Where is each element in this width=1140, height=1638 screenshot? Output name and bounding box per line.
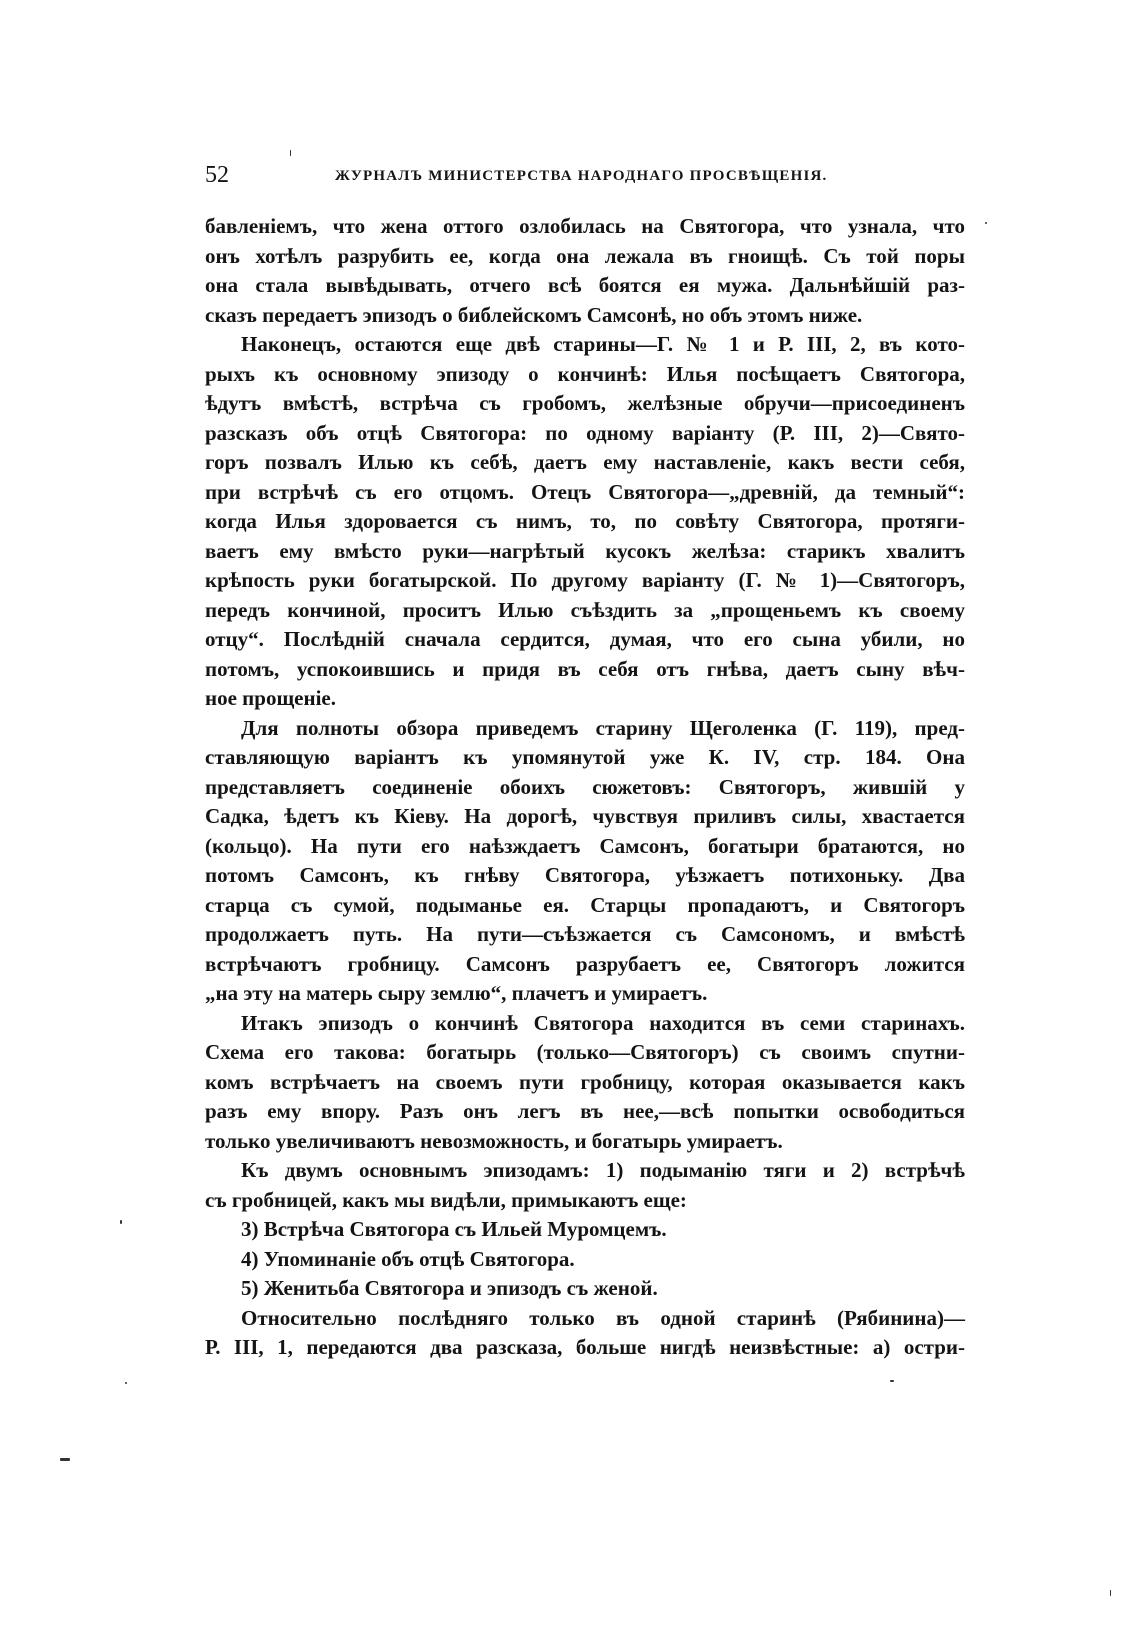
scan-speck <box>890 1380 894 1382</box>
scan-speck <box>1110 1590 1111 1596</box>
text-line: рыхъ къ основному эпизоду о кончинѣ: Илья посѣщаетъ Святогора, <box>205 361 965 386</box>
text-line: ставляющую варіантъ къ упомянутой уже К. IV, стр. 184. Она <box>205 745 965 769</box>
text-line: бавленіемъ, что жена оттого озлобилась на Святогора, что узнала, что <box>205 214 965 238</box>
text-line: старца съ сумой, подыманье ея. Старцы пропадаютъ, и Святогоръ <box>205 892 965 917</box>
scan-speck <box>60 1458 70 1461</box>
text-line: съ гробницей, какъ мы видѣли, примыкаютъ еще: <box>205 1187 687 1212</box>
page-number: 52 <box>205 162 229 188</box>
text-line: разсказъ объ отцѣ Святогора: по одному варіанту (Р. III, 2)—Свято- <box>205 420 965 445</box>
text-line: ваетъ ему вмѣсто руки—нагрѣтый кусокъ желѣза: старикъ хвалитъ <box>205 538 965 563</box>
list-item: 3) Встрѣча Святогора съ Ильей Муромцемъ. <box>241 1217 667 1241</box>
text-line: потомъ Самсонъ, къ гнѣву Святогора, уѣзжаетъ потихоньку. Два <box>205 863 965 887</box>
text-line: горъ позвалъ Илью къ себѣ, даетъ ему наставленіе, какъ вести себя, <box>205 450 965 474</box>
scan-speck <box>125 1382 127 1384</box>
list-item: 4) Упоминаніе объ отцѣ Святогора. <box>241 1246 575 1271</box>
text-line: Къ двумъ основнымъ эпизодамъ: 1) подыманію тяги и 2) встрѣчѣ <box>241 1158 965 1182</box>
text-line: потомъ, успокоившись и придя въ себя отъ гнѣва, даетъ сыну вѣч- <box>205 656 965 681</box>
scan-speck <box>120 1220 122 1224</box>
text-line: ѣдутъ вмѣстѣ, встрѣча съ гробомъ, желѣзные обручи—присоединенъ <box>205 391 965 415</box>
text-line: „на эту на матерь сыру землю“, плачетъ и умираетъ. <box>205 981 708 1005</box>
text-line: крѣпость руки богатырской. По другому варіанту (Г. № 1)—Святогоръ, <box>205 568 965 592</box>
text-line: Для полноты обзора приведемъ старину Щеголенка (Г. 119), пред- <box>241 715 965 740</box>
body-text <box>205 212 965 1363</box>
text-line: Относительно послѣдняго только въ одной старинѣ (Рябинина)— <box>241 1305 965 1330</box>
text-line: передъ кончиной, проситъ Илью съѣздить за „прощеньемъ къ своему <box>205 597 965 622</box>
text-line: Садка, ѣдетъ къ Кіеву. На дорогѣ, чувствуя приливъ силы, хвастается <box>205 804 965 828</box>
text-line: при встрѣчѣ съ его отцомъ. Отецъ Святогора—„древній, да темный“: <box>205 479 965 504</box>
text-line: встрѣчаютъ гробницу. Самсонъ разрубаетъ ее, Святогоръ ложится <box>205 951 965 976</box>
text-line: комъ встрѣчаетъ на своемъ пути гробницу, которая оказывается какъ <box>205 1069 965 1094</box>
text-line: только увеличиваютъ невозможность, и богатырь умираетъ. <box>205 1128 783 1153</box>
text-line: отцу“. Послѣдній сначала сердится, думая, что его сына убили, но <box>205 627 965 651</box>
list-item: 5) Женитьба Святогора и эпизодъ съ женой. <box>241 1276 658 1300</box>
text-line: ное прощеніе. <box>205 686 337 710</box>
text-line: разъ ему впору. Разъ онъ легъ въ нее,—всѣ попытки освободиться <box>205 1099 965 1123</box>
running-title: ЖУРНАЛЪ МИНИСТЕРСТВА НАРОДНАГО ПРОСВѢЩЕНІЯ. <box>335 168 828 184</box>
text-line: Наконецъ, остаются еще двѣ старины—Г. № 1 и Р. III, 2, въ кото- <box>241 332 965 356</box>
text-line: Итакъ эпизодъ о кончинѣ Святогора находится въ семи старинахъ. <box>241 1010 965 1035</box>
scan-speck <box>290 150 291 156</box>
scan-speck <box>985 222 987 224</box>
text-line: Схема его такова: богатырь (только—Святогоръ) съ своимъ спутни- <box>205 1040 965 1064</box>
text-line: Р. III, 1, передаются два разсказа, больше нигдѣ неизвѣстные: а) остри- <box>205 1335 965 1359</box>
text-line: онъ хотѣлъ разрубить ее, когда она лежала въ гноищѣ. Съ той поры <box>205 243 965 268</box>
text-line: (кольцо). На пути его наѣзждаетъ Самсонъ, богатыри братаются, но <box>205 833 965 858</box>
text-line: она стала вывѣдывать, отчего всѣ боятся ея мужа. Дальнѣйшій раз- <box>205 273 965 297</box>
text-line: продолжаетъ путь. На пути—съѣзжается съ Самсономъ, и вмѣстѣ <box>205 922 965 946</box>
page-header <box>205 160 965 190</box>
text-line: представляетъ соединеніе обоихъ сюжетовъ: Святогоръ, жившій у <box>205 774 965 799</box>
text-line: сказъ передаетъ эпизодъ о библейскомъ Самсонѣ, но объ этомъ ниже. <box>205 302 863 327</box>
text-line: когда Илья здоровается съ нимъ, то, по совѣту Святогора, протяги- <box>205 509 965 533</box>
